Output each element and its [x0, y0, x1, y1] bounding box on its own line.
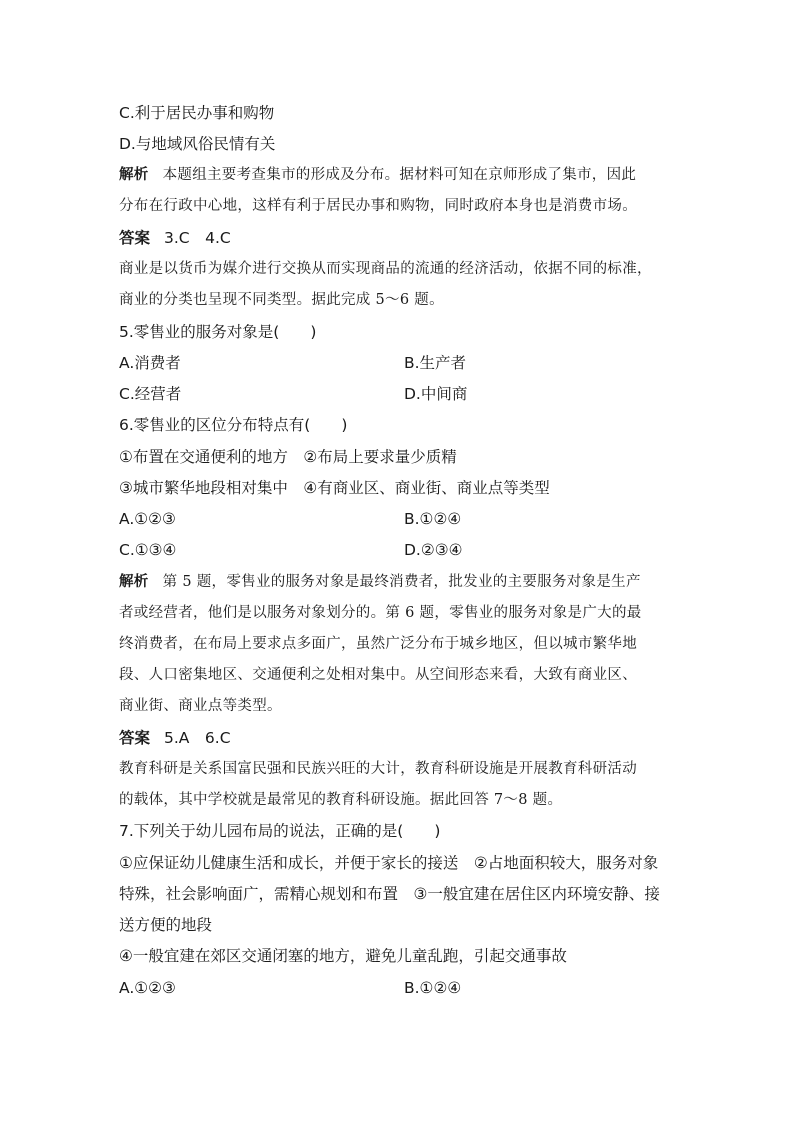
explanation-2-line-1	[119, 572, 641, 592]
q6-option-b: B.①②④	[404, 510, 462, 528]
answer-2	[119, 728, 231, 748]
q7-statement-2: 特殊，社会影响面广，需精心规划和布置 ③一般宜建在居住区内环境安静、接	[119, 885, 660, 903]
answer-text: 5.A 6.C	[164, 729, 231, 747]
q6-option-a: A.①②③	[119, 510, 176, 528]
explanation-2-line-5: 商业街、商业点等类型。	[119, 698, 282, 714]
explanation-2-line-2: 者或经营者，他们是以服务对象划分的。第 6 题，零售业的服务对象是广大的最	[119, 605, 642, 621]
explanation-label: 解析	[119, 166, 149, 183]
q7-statement-1: ①应保证幼儿健康生活和成长，并便于家长的接送 ②占地面积较大，服务对象	[119, 854, 659, 872]
question-6: 6.零售业的区位分布特点有( )	[119, 416, 348, 434]
explanation-text: 第 5 题，零售业的服务对象是最终消费者，批发业的主要服务对象是生产	[162, 574, 641, 590]
explanation-1-line-1	[119, 165, 636, 185]
explanation-2-line-3: 终消费者，在布局上要求点多面广，虽然广泛分布于城乡地区，但以城市繁华地	[119, 636, 637, 652]
explanation-text: 本题组主要考查集市的形成及分布。据材料可知在京师形成了集市，因此	[162, 167, 637, 183]
explanation-2-line-4: 段、人口密集地区、交通便利之处相对集中。从空间形态来看，大致有商业区、	[119, 667, 637, 683]
question-5: 5.零售业的服务对象是( )	[119, 323, 317, 341]
q5-option-c: C.经营者	[119, 385, 182, 403]
intro-2-line-2: 商业的分类也呈现不同类型。据此完成 5～6 题。	[119, 292, 444, 308]
q7-statement-3: 送方便的地段	[119, 916, 213, 934]
explanation-1-line-2: 分布在行政中心地，这样有利于居民办事和购物，同时政府本身也是消费市场。	[119, 198, 637, 214]
q6-option-c: C.①③④	[119, 541, 177, 559]
q4-option-c: C.利于居民办事和购物	[119, 104, 275, 122]
intro-2-line-1: 商业是以货币为媒介进行交换从而实现商品的流通的经济活动，依据不同的标准，	[119, 261, 652, 277]
q6-statement-1: ①布置在交通便利的地方 ②布局上要求量少质精	[119, 448, 457, 466]
q5-option-b: B.生产者	[404, 354, 467, 372]
answer-1	[119, 228, 231, 248]
answer-label: 答案	[119, 229, 151, 247]
q6-option-d: D.②③④	[404, 541, 463, 559]
q4-option-d: D.与地域风俗民情有关	[119, 135, 276, 153]
explanation-label: 解析	[119, 573, 149, 590]
intro-3-line-2: 的载体，其中学校就是最常见的教育科研设施。据此回答 7～8 题。	[119, 792, 563, 808]
q7-statement-4: ④一般宜建在郊区交通闭塞的地方，避免儿童乱跑，引起交通事故	[119, 947, 567, 965]
answer-text: 3.C 4.C	[164, 229, 231, 247]
answer-label: 答案	[119, 729, 151, 747]
intro-3-line-1: 教育科研是关系国富民强和民族兴旺的大计，教育科研设施是开展教育科研活动	[119, 761, 637, 777]
q7-option-a: A.①②③	[119, 979, 176, 997]
question-7: 7.下列关于幼儿园布局的说法，正确的是( )	[119, 822, 441, 840]
q5-option-a: A.消费者	[119, 354, 181, 372]
q5-option-d: D.中间商	[404, 385, 468, 403]
q6-statement-2: ③城市繁华地段相对集中 ④有商业区、商业街、商业点等类型	[119, 479, 550, 497]
q7-option-b: B.①②④	[404, 979, 462, 997]
